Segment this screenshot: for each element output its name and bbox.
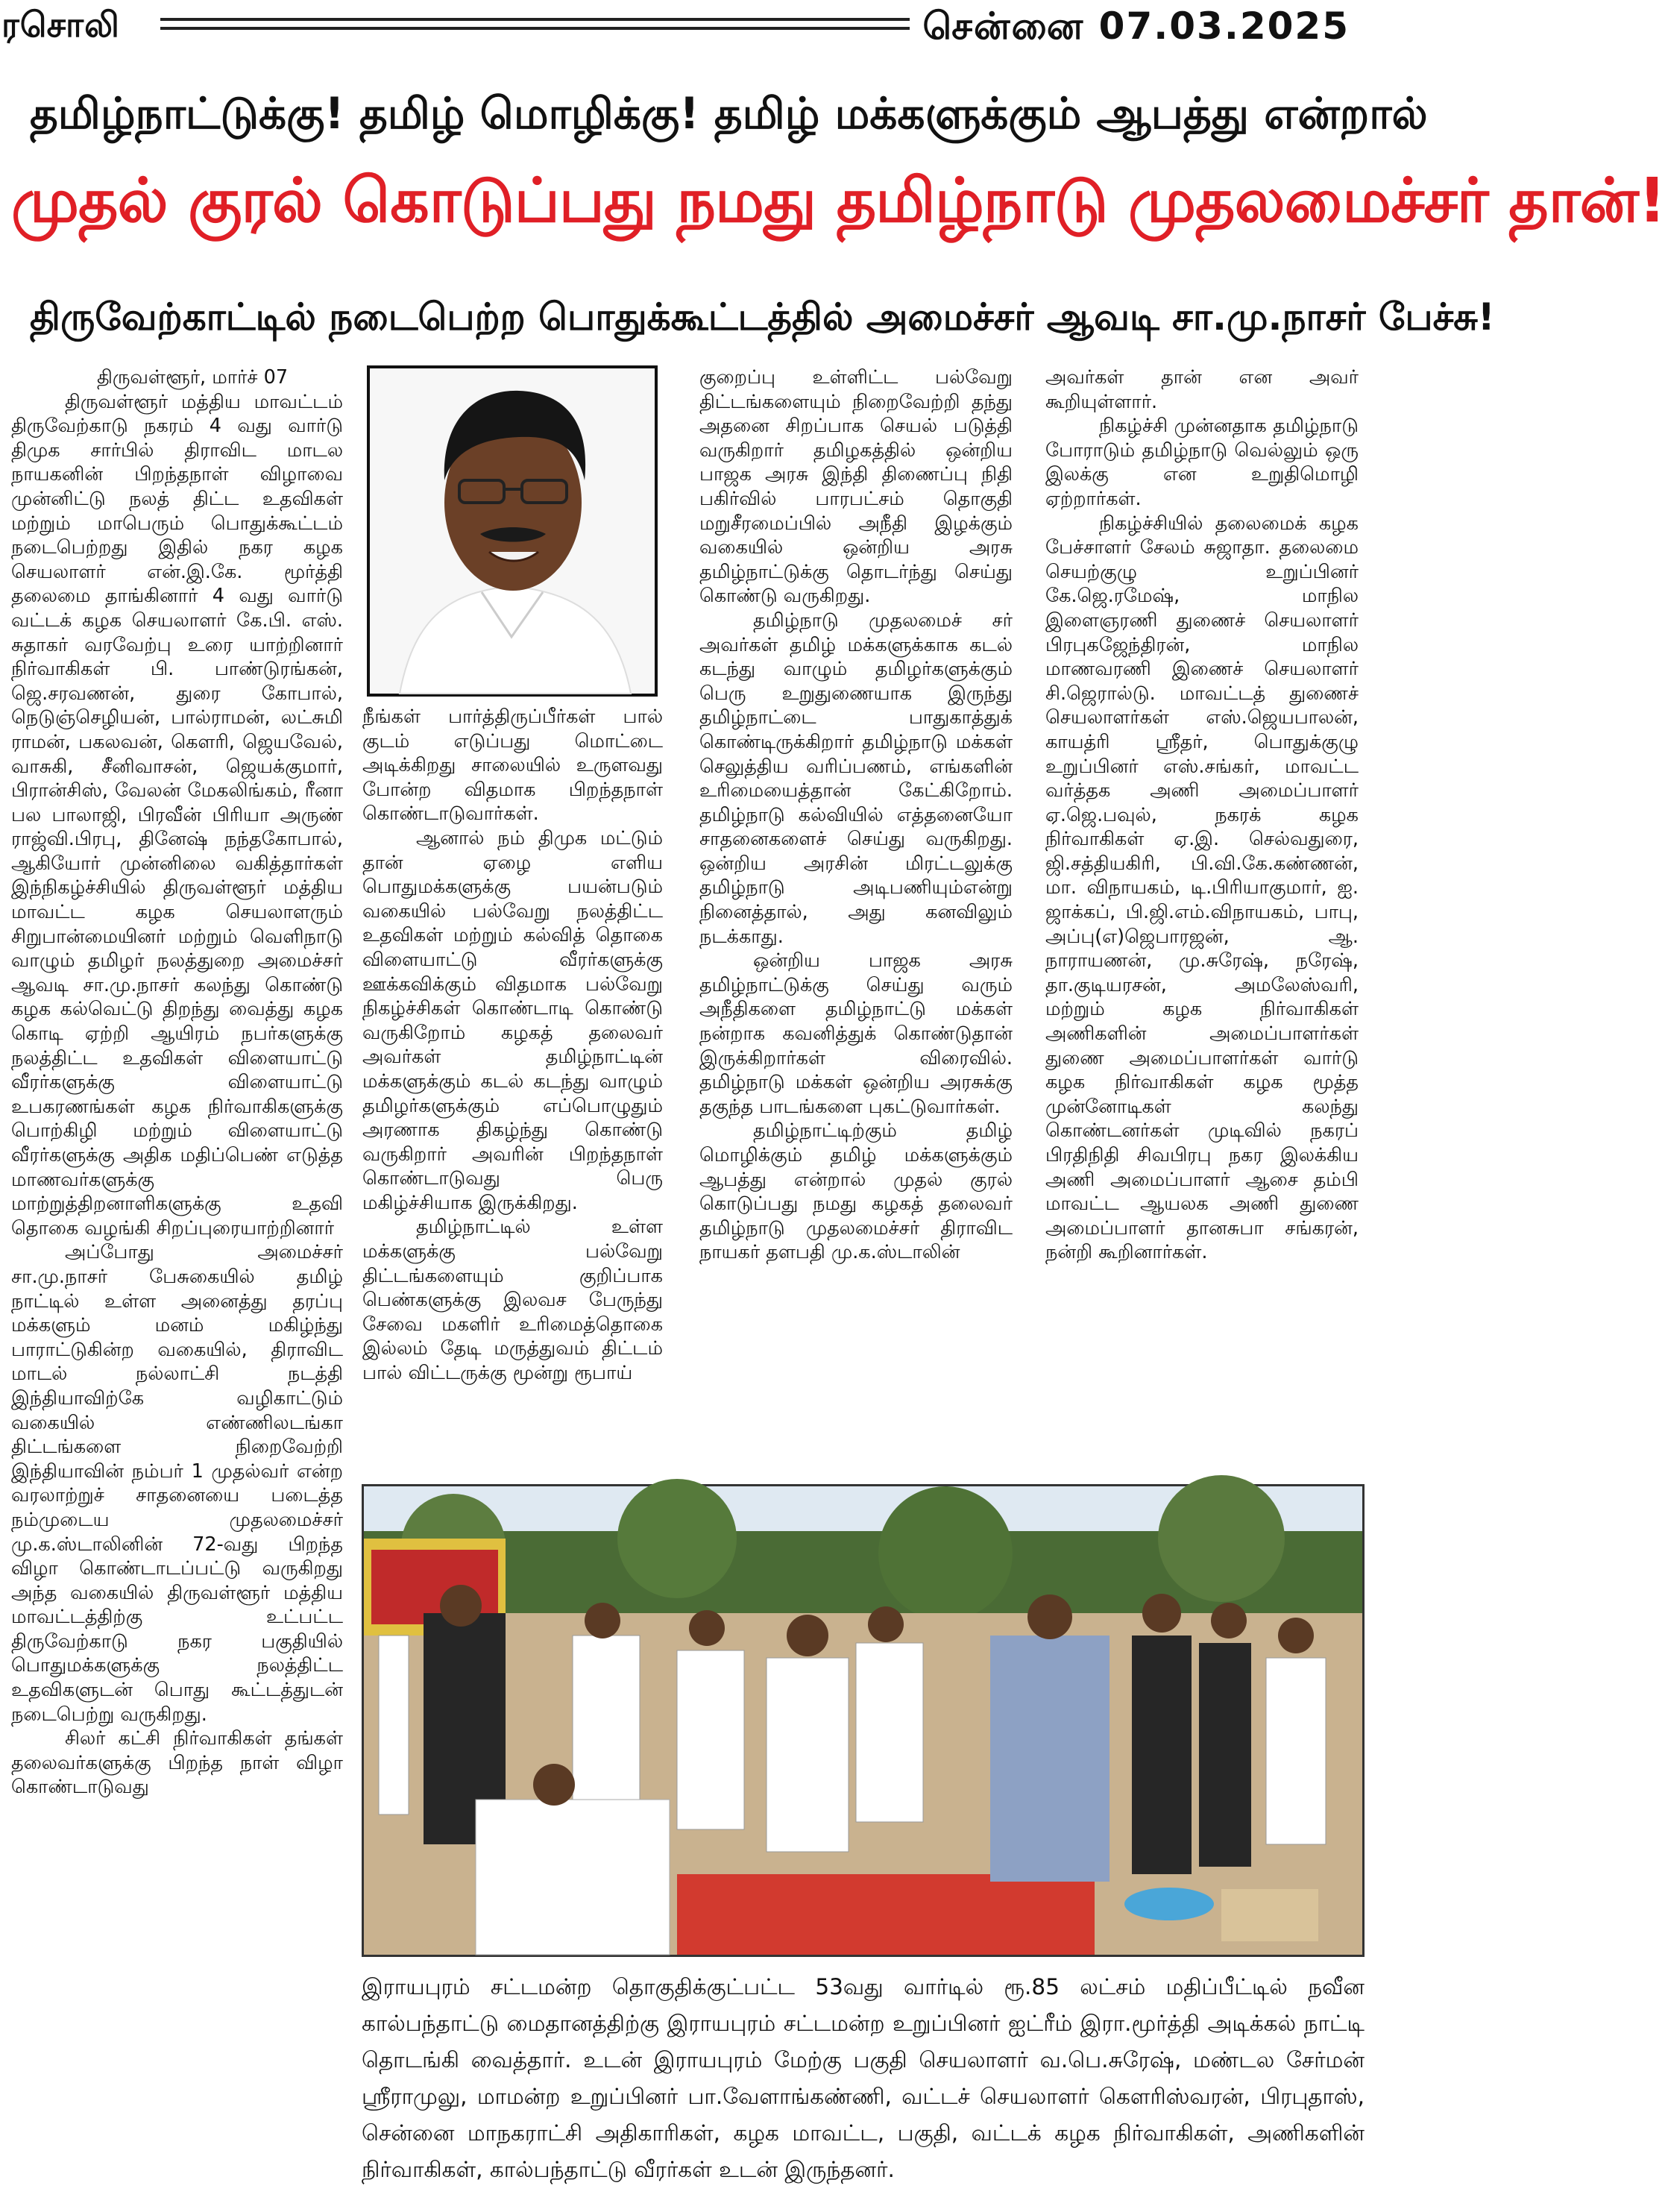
event-group-photo bbox=[362, 1484, 1365, 1957]
text-column-1 bbox=[11, 365, 343, 1800]
paragraph: ஆனால் நம் திமுக மட்டும் தான் ஏழை எளிய பொதுமக்களுக்கு பயன்படும் வகையில் பல்வேறு நலத்திட்ட உதவிகள் மற்றும் கல்வித் தொகை விளையாட்டு வீரர்களுக்கு ஊக்கவிக்கும் விதமாக பல்வேறு நிகழ்ச்சிகள் கொண்டாடி கொண்டு வருகிறோம் கழகத் தலைவர் அவர்கள் தமிழ்நாட்டின் மக்களுக்கும் கடல் கடந்து வாழும் தமிழர்களுக்கும் எப்பொழுதும் அரணாக திகழ்ந்து கொண்டு வருகிறார் அவரின் பிறந்தநாள் கொண்டாடுவது பெரு மகிழ்ச்சியாக இருக்கிறது. bbox=[362, 826, 663, 1214]
dateline: திருவள்ளூர், மார்ச் 07 bbox=[97, 366, 289, 389]
paragraph: நிகழ்ச்சியில் தலைமைக் கழக பேச்சாளர் சேலம் சுஜாதா. தலைமை செயற்குழு உறுப்பினர் கே.ஜெ.ரமேஷ், மாநில இளைஞரணி துணைச் செயலாளர் பிரபுகஜேந்திரன், மாநில மாணவரணி இணைச் செயலாளர் சி.ஜெரால்டு. மாவட்டத் துணைச் செயலாளர்கள் எஸ்.ஜெயபாலன், காயத்ரி ஸ்ரீதர், பொதுக்குழு உறுப்பினர் எஸ்.சங்கர், மாவட்ட வர்த்தக அணி அமைப்பாளர் ஏ.ஜெ.பவுல், நகரக் கழக நிர்வாகிகள் ஏ.இ. செல்வதுரை, ஜி.சத்தியகிரி, பி.வி.கே.கண்ணன், மா. விநாயகம், டி.பிரியாகுமார், ஐ. ஜாக்கப், பி.ஜி.எம்.விநாயகம், பாபு, அப்பு(எ)ஜெபாரஜன், ஆ. நாராயணன், மு.சுரேஷ், நரேஷ், தா.குடியரசன், அமலேஸ்வரி, மற்றும் கழக நிர்வாகிகள் அணிகளின் அமைப்பாளர்கள் துணை அமைப்பாளர்கள் வார்டு கழக நிர்வாகிகள் கழக மூத்த முன்னோடிகள் கலந்து கொண்டனர்கள் முடிவில் நகரப் பிரதிநிதி சிவபிரபு நகர இலக்கிய அணி அமைப்பாளர் ஆசை தம்பி மாவட்ட ஆயலக அணி துணை அமைப்பாளர் தானசுபா சங்கரன், நன்றி கூறினார்கள். bbox=[1045, 512, 1359, 1264]
paragraph: தமிழ்நாட்டில் உள்ள மக்களுக்கு பல்வேறு திட்டங்களையும் குறிப்பாக பெண்களுக்கு இலவச பேருந்து சேவை மகளிர் உரிமைத்தொகை இல்லம் தேடி மருத்துவம் திட்டம் பால் விட்டருக்கு மூன்று ரூபாய் bbox=[362, 1216, 663, 1385]
paragraph: தமிழ்நாடு முதலமைச் சர் அவர்கள் தமிழ் மக்களுக்காக கடல் கடந்து வாழும் தமிழர்களுக்கும் பெரு உறுதுணையாக இருந்து தமிழ்நாட்டை பாதுகாத்துக் கொண்டிருக்கிறார் தமிழ்நாடு மக்கள் செலுத்திய வரிப்பணம், எங்களின் உரிமையைத்தான் கேட்கிறோம். தமிழ்நாடு கல்வியில் எத்தனையோ சாதனைகளைச் செய்து வருகிறது. ஒன்றிய அரசின் மிரட்டலுக்கு தமிழ்நாடு அடிபணியும்என்று நினைத்தால், அது கனவிலும் நடக்காது. bbox=[699, 609, 1013, 948]
paragraph: சிலர் கட்சி நிர்வாகிகள் தங்கள் தலைவர்களுக்கு பிறந்த நாள் விழா கொண்டாடுவது bbox=[11, 1727, 343, 1799]
paragraph: குறைப்பு உள்ளிட்ட பல்வேறு திட்டங்களையும் நிறைவேற்றி தந்து அதனை சிறப்பாக செயல் படுத்தி வருகிறார் தமிழகத்தில் ஒன்றிய பாஜக அரசு இந்தி திணைப்பு நிதி பகிர்வில் பாரபட்சம் தொகுதி மறுசீரமைப்பில் அநீதி இழக்கும் வகையில் ஒன்றிய அரசு தமிழ்நாட்டுக்கு தொடர்ந்து செய்து கொண்டு வருகிறது. bbox=[699, 366, 1013, 608]
text-column-2 bbox=[362, 705, 663, 1386]
caption-text: இராயபுரம் சட்டமன்ற தொகுதிக்குட்பட்ட 53வது வார்டில் ரூ.85 லட்சம் மதிப்பீட்டில் நவீன கால்பந்தாட்டு மைதானத்திற்கு இராயபுரம் சட்டமன்ற உறுப்பினர் ஐட்ரீம் இரா.மூர்த்தி அடிக்கல் நாட்டி தொடங்கி வைத்தார். உடன் இராயபுரம் மேற்கு பகுதி செயலாளர் வ.பெ.சுரேஷ், மண்டல சேர்மன் ஸ்ரீராமுலு, மாமன்ற உறுப்பினர் பா.வேளாங்கண்ணி, வட்டச் செயலாளர் கௌரிஸ்வரன், பிரபுதாஸ், சென்னை மாநகராட்சி அதிகாரிகள், கழக மாவட்ட, பகுதி, வட்டக் கழக நிர்வாகிகள், அணிகளின் நிர்வாகிகள், கால்பந்தாட்டு வீரர்கள் உடன் இருந்தனர். bbox=[362, 1974, 1365, 2182]
photo-caption bbox=[362, 1969, 1365, 2188]
paragraph: ஒன்றிய பாஜக அரசு தமிழ்நாட்டுக்கு செய்து வரும் அநீதிகளை தமிழ்நாட்டு மக்கள் நன்றாக கவனித்துக் கொண்டுதான் இருக்கிறார்கள் விரைவில். தமிழ்நாடு மக்கள் ஒன்றிய அரசுக்கு தகுந்த பாடங்களை புகட்டுவார்கள். bbox=[699, 949, 1013, 1118]
sub-headline: திருவேற்காட்டில் நடைபெற்ற பொதுக்கூட்டத்தில் அமைச்சர் ஆவடி சா.மு.நாசர் பேச்சு! bbox=[30, 295, 1495, 339]
masthead-city-date: சென்னை 07.03.2025 bbox=[922, 4, 1350, 48]
paragraph: அவர்கள் தான் என அவர் கூறியுள்ளார். bbox=[1045, 366, 1359, 413]
minister-portrait-photo bbox=[367, 365, 658, 697]
masthead-paper-name: ரசொலி bbox=[1, 4, 120, 45]
event-photo-image bbox=[364, 1486, 1362, 1955]
kicker-headline: தமிழ்நாட்டுக்கு! தமிழ் மொழிக்கு! தமிழ் மக்களுக்கும் ஆபத்து என்றால் bbox=[30, 88, 1428, 139]
portrait-image bbox=[370, 368, 655, 694]
paragraph: திருவள்ளூர் மத்திய மாவட்டம் திருவேற்காடு நகரம் 4 வது வார்டு திமுக சார்பில் திராவிட மாடல நாயகனின் பிறந்தநாள் விழாவை முன்னிட்டு நலத் திட்ட உதவிகள் மற்றும் மாபெரும் பொதுக்கூட்டம் நடைபெற்றது இதில் நகர கழக செயலாளர் என்.இ.கே. மூர்த்தி தலைமை தாங்கினார் 4 வது வார்டு வட்டக் கழக செயலாளர் கே.பி. எஸ். சுதாகர் வரவேற்பு உரை யாற்றினார் நிர்வாகிகள் பி. பாண்டுரங்கன், ஜெ.சரவணன், துரை கோபால், நெடுஞ்செழியன், பால்ராமன், லட்சுமி ராமன், பகலவன், கௌரி, ஜெயவேல், வாசுகி, சீனிவாசன், ஜெயக்குமார், பிரான்சிஸ், வேலன் மேகலிங்கம், ரீனா பல பாலாஜி, பிரவீன் பிரியா அருண் ராஜ்வி.பிரபு, தினேஷ் நந்தகோபால், ஆகியோர் முன்னிலை வகித்தார்கள் இந்நிகழ்ச்சியில் திருவள்ளூர் மத்திய மாவட்ட கழக செயலாளரும் சிறுபான்மையினர் மற்றும் வெளிநாடு வாழும் தமிழர் நலத்துறை அமைச்சர் ஆவடி சா.மு.நாசர் கலந்து கொண்டு கழக கல்வெட்டு திறந்து வைத்து கழக கொடி ஏற்றி ஆயிரம் நபர்களுக்கு நலத்திட்ட உதவிகள் விளையாட்டு வீரர்களுக்கு விளையாட்டு உபகரணங்கள் கழக நிர்வாகிகளுக்கு பொற்கிழி மற்றும் விளையாட்டு வீரர்களுக்கு அதிக மதிப்பெண் எடுத்த மாணவர்களுக்கு மாற்றுத்திறனாளிகளுக்கு உதவி தொகை வழங்கி சிறப்புரையாற்றினார் bbox=[11, 390, 343, 1239]
paragraph: நிகழ்ச்சி முன்னதாக தமிழ்நாடு போராடும் தமிழ்நாடு வெல்லும் ஒரு இலக்கு என உறுதிமொழி ஏற்றார்கள். bbox=[1045, 415, 1359, 510]
masthead-rules bbox=[160, 18, 910, 36]
paragraph: அப்போது அமைச்சர் சா.மு.நாசர் பேசுகையில் தமிழ் நாட்டில் உள்ள அனைத்து தரப்பு மக்களும் மனம் மகிழ்ந்து பாராட்டுகின்ற வகையில், திராவிட மாடல் நல்லாட்சி நடத்தி இந்தியாவிற்கே வழிகாட்டும் வகையில் எண்ணிலடங்கா திட்டங்களை நிறைவேற்றி இந்தியாவின் நம்பர் 1 முதல்வர் என்ற வரலாற்றுச் சாதனையை படைத்த நம்முடைய முதலமைச்சர் மு.க.ஸ்டாலினின் 72-வது பிறந்த விழா கொண்டாடப்பட்டு வருகிறது அந்த வகையில் திருவள்ளூர் மத்திய மாவட்டத்திற்கு உட்பட்ட திருவேற்காடு நகர பகுதியில் பொதுமக்களுக்கு நலத்திட்ட உதவிகளுடன் பொது கூட்டத்துடன் நடைபெற்று வருகிறது. bbox=[11, 1241, 343, 1726]
masthead bbox=[0, 0, 1370, 52]
main-headline: முதல் குரல் கொடுப்பது நமது தமிழ்நாடு முதலமைச்சர் தான்! bbox=[11, 166, 1665, 236]
text-column-3 bbox=[699, 365, 1013, 1265]
paragraph: தமிழ்நாட்டிற்கும் தமிழ் மொழிக்கும் தமிழ் மக்களுக்கும் ஆபத்து என்றால் முதல் குரல் கொடுப்பது நமது கழகத் தலைவர் தமிழ்நாடு முதலமைச்சர் திராவிட நாயகர் தளபதி மு.க.ஸ்டாலின் bbox=[699, 1119, 1013, 1264]
text-column-4 bbox=[1045, 365, 1359, 1265]
paragraph: நீங்கள் பார்த்திருப்பீர்கள் பால் குடம் எடுப்பது மொட்டை அடிக்கிறது சாலையில் உருளவது போன்ற விதமாக பிறந்தநாள் கொண்டாடுவார்கள். bbox=[362, 706, 663, 826]
